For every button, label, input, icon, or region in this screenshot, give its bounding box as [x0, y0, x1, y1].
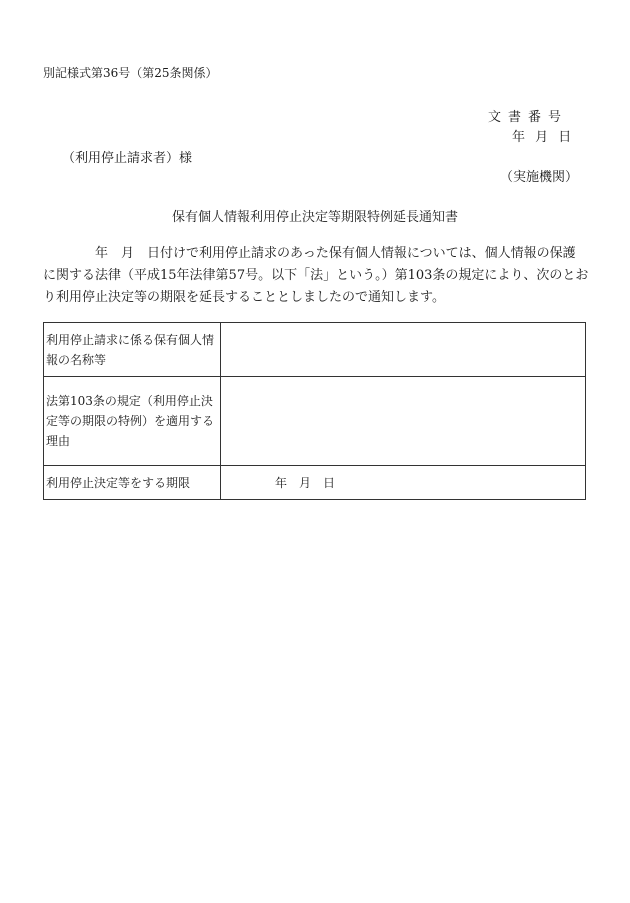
- table-row: [44, 323, 586, 377]
- row-label-reason: 法第103条の規定（利用停止決定等の期限の特例）を適用する理由: [44, 377, 221, 466]
- form-identifier: 別記様式第36号（第25条関係）: [43, 66, 218, 80]
- table-row: [44, 466, 586, 500]
- row-value-deadline: 年 月 日: [275, 475, 336, 490]
- row-label-deadline: 利用停止決定等をする期限: [44, 466, 221, 500]
- row-label-information-name: 利用停止請求に係る保有個人情報の名称等: [44, 323, 221, 377]
- document-title: 保有個人情報利用停止決定等期限特例延長通知書: [171, 210, 458, 225]
- addressee: （利用停止請求者）様: [62, 151, 193, 166]
- body-line-3: り利用停止決定等の期限を延長することとしましたので通知します。: [43, 290, 445, 305]
- row-value-reason: [221, 377, 586, 466]
- document-number-label: 文書番号: [488, 110, 569, 125]
- body-line-2: に関する法律（平成15年法律第57号。以下「法」という。）第103条の規定により、次のとお: [43, 268, 589, 283]
- issuing-institution: （実施機関）: [500, 170, 579, 185]
- body-line-1: 年 月 日付けで利用停止請求のあった保有個人情報については、個人情報の保護: [95, 246, 576, 261]
- row-value-information-name: [221, 323, 586, 377]
- notice-body: [43, 243, 588, 309]
- details-table: [43, 322, 586, 500]
- table-row: [44, 377, 586, 466]
- issue-date: 年 月 日: [512, 130, 572, 145]
